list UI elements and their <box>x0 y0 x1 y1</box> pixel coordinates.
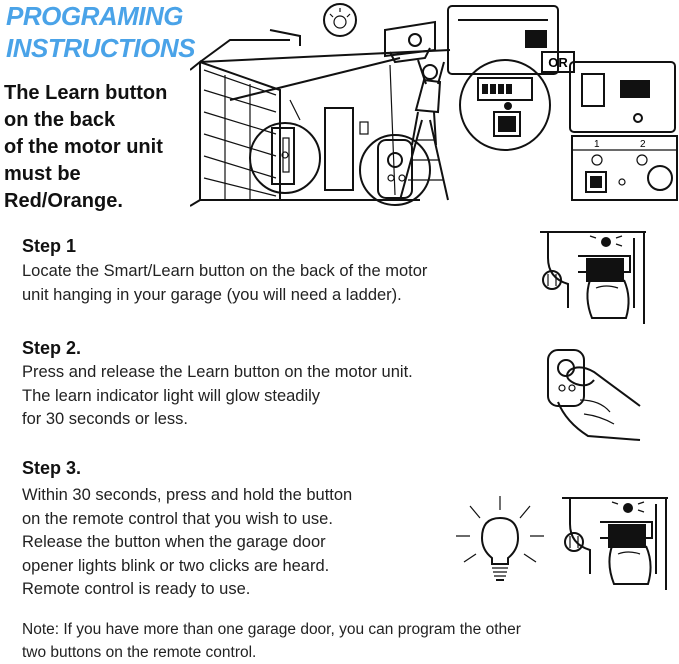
footer-note <box>22 618 662 664</box>
man-on-ladder-icon <box>400 60 448 200</box>
remote-in-hand-illustration <box>540 340 650 445</box>
step-3-line: Within 30 seconds, press and hold the button <box>22 486 353 504</box>
step-1-line: Locate the Smart/Learn button on the back of the motor <box>22 262 428 280</box>
title-line-1: PROGRAMING <box>6 1 183 31</box>
terminal-1-label: 1 <box>594 139 600 150</box>
learn-button-note <box>4 80 167 215</box>
step-2-line: for 30 seconds or less. <box>22 410 188 428</box>
page-title <box>6 0 195 64</box>
terminal-2-label: 2 <box>640 139 646 150</box>
motor-unit-icon <box>385 22 435 62</box>
step-1-text <box>22 260 427 307</box>
step-2-text <box>22 361 413 432</box>
learn-note-line: must be <box>4 163 81 185</box>
learn-note-line: The Learn button <box>4 82 168 104</box>
step-2-heading: Step 2. <box>22 338 82 358</box>
step-2-line: Press and release the Learn button on the motor unit. <box>22 363 413 381</box>
step-3-line: Remote control is ready to use. <box>22 580 251 598</box>
step-3-line: opener lights blink or two clicks are heard. <box>22 556 330 575</box>
step-1-heading: Step 1 <box>22 236 77 256</box>
or-label: OR <box>548 55 568 70</box>
step-3-line: Release the button when the garage door <box>22 533 326 551</box>
note-line: two buttons on the remote control. <box>22 644 257 661</box>
learn-note-line: Red/Orange. <box>4 190 123 212</box>
step-2-line: The learn indicator light will glow steadily <box>22 386 321 405</box>
learn-button-press-illustration-2 <box>556 494 676 594</box>
wall-button-zoom-icon <box>250 123 320 193</box>
learn-note-line: on the back <box>4 109 116 131</box>
note-line: Note: If you have more than one garage door, you can program the other <box>22 621 521 638</box>
light-bulb-icon <box>324 4 356 36</box>
garage-illustration <box>190 0 679 222</box>
learn-note-line: of the motor unit <box>4 136 163 158</box>
terminal-panel-icon <box>572 136 677 200</box>
step-1-line: unit hanging in your garage (you will need a ladder). <box>22 285 402 304</box>
motor-unit-alt-icon <box>570 62 675 132</box>
learn-button-press-illustration <box>534 228 654 328</box>
step-3-line: on the remote control that you wish to use. <box>22 509 333 528</box>
step-3-text <box>22 484 352 602</box>
blinking-bulb-illustration <box>450 492 550 587</box>
step-3-heading: Step 3. <box>22 458 82 478</box>
title-line-2: INSTRUCTIONS <box>6 33 195 63</box>
